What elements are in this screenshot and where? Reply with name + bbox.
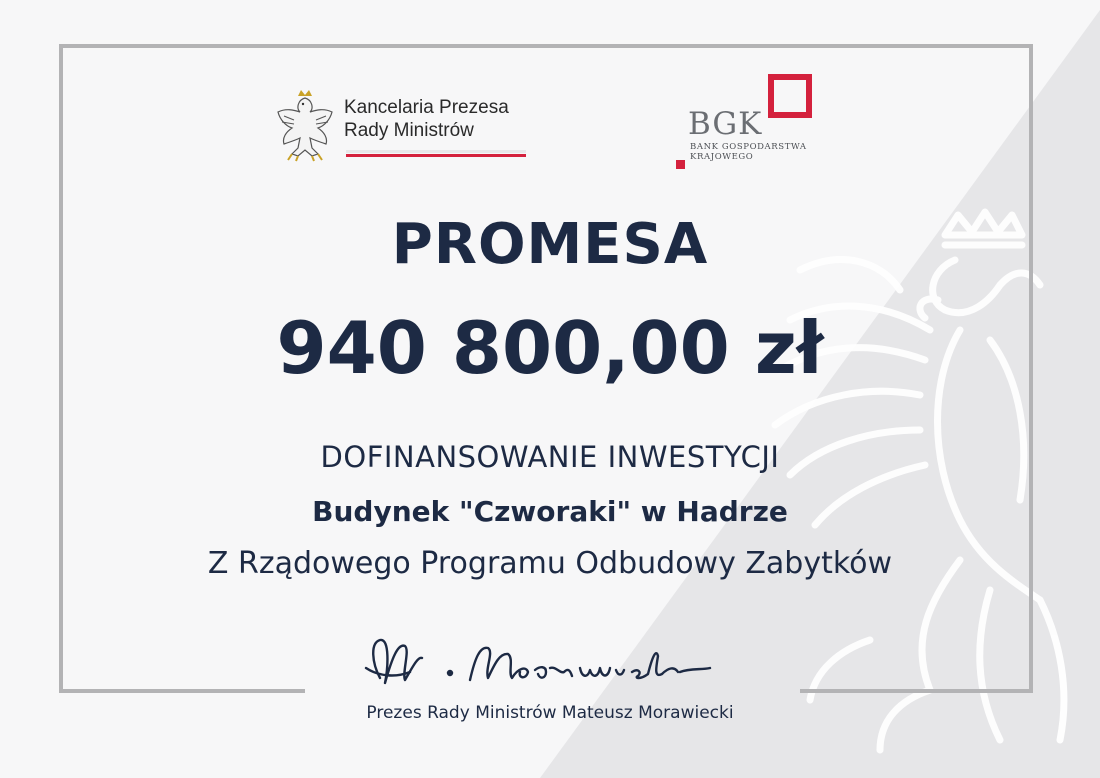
bgk-line2: KRAJOWEGO xyxy=(690,152,754,162)
kprm-name-line2: Rady Ministrów xyxy=(344,120,474,141)
kprm-bar-red xyxy=(346,154,526,157)
promise-amount: 940 800,00 zł xyxy=(276,306,824,390)
frame-bottom-right xyxy=(800,689,1033,693)
investment-heading: DOFINANSOWANIE INWESTYCJI xyxy=(320,440,780,474)
investment-name: Budynek "Czworaki" w Hadrze xyxy=(312,495,788,528)
white-eagle-emblem-icon xyxy=(272,90,338,162)
program-name: Z Rządowego Programu Odbudowy Zabytków xyxy=(207,546,893,581)
kprm-bar-white xyxy=(346,150,526,153)
bgk-line1: BANK GOSPODARSTWA xyxy=(690,142,807,152)
kprm-name-line1: Kancelaria Prezesa xyxy=(344,97,509,118)
bgk-fullname xyxy=(690,142,807,162)
bgk-square-icon xyxy=(768,74,812,118)
bgk-wordmark: BGK xyxy=(688,106,763,142)
frame-bottom-left xyxy=(59,689,305,693)
signatory: Prezes Rady Ministrów Mateusz Morawiecki xyxy=(366,703,734,723)
frame-top xyxy=(59,44,1033,48)
signature xyxy=(350,628,760,698)
bgk-logo xyxy=(672,72,842,172)
kprm-logo xyxy=(272,90,532,170)
document-title: PROMESA xyxy=(391,212,709,277)
bgk-small-square-icon xyxy=(676,160,685,169)
